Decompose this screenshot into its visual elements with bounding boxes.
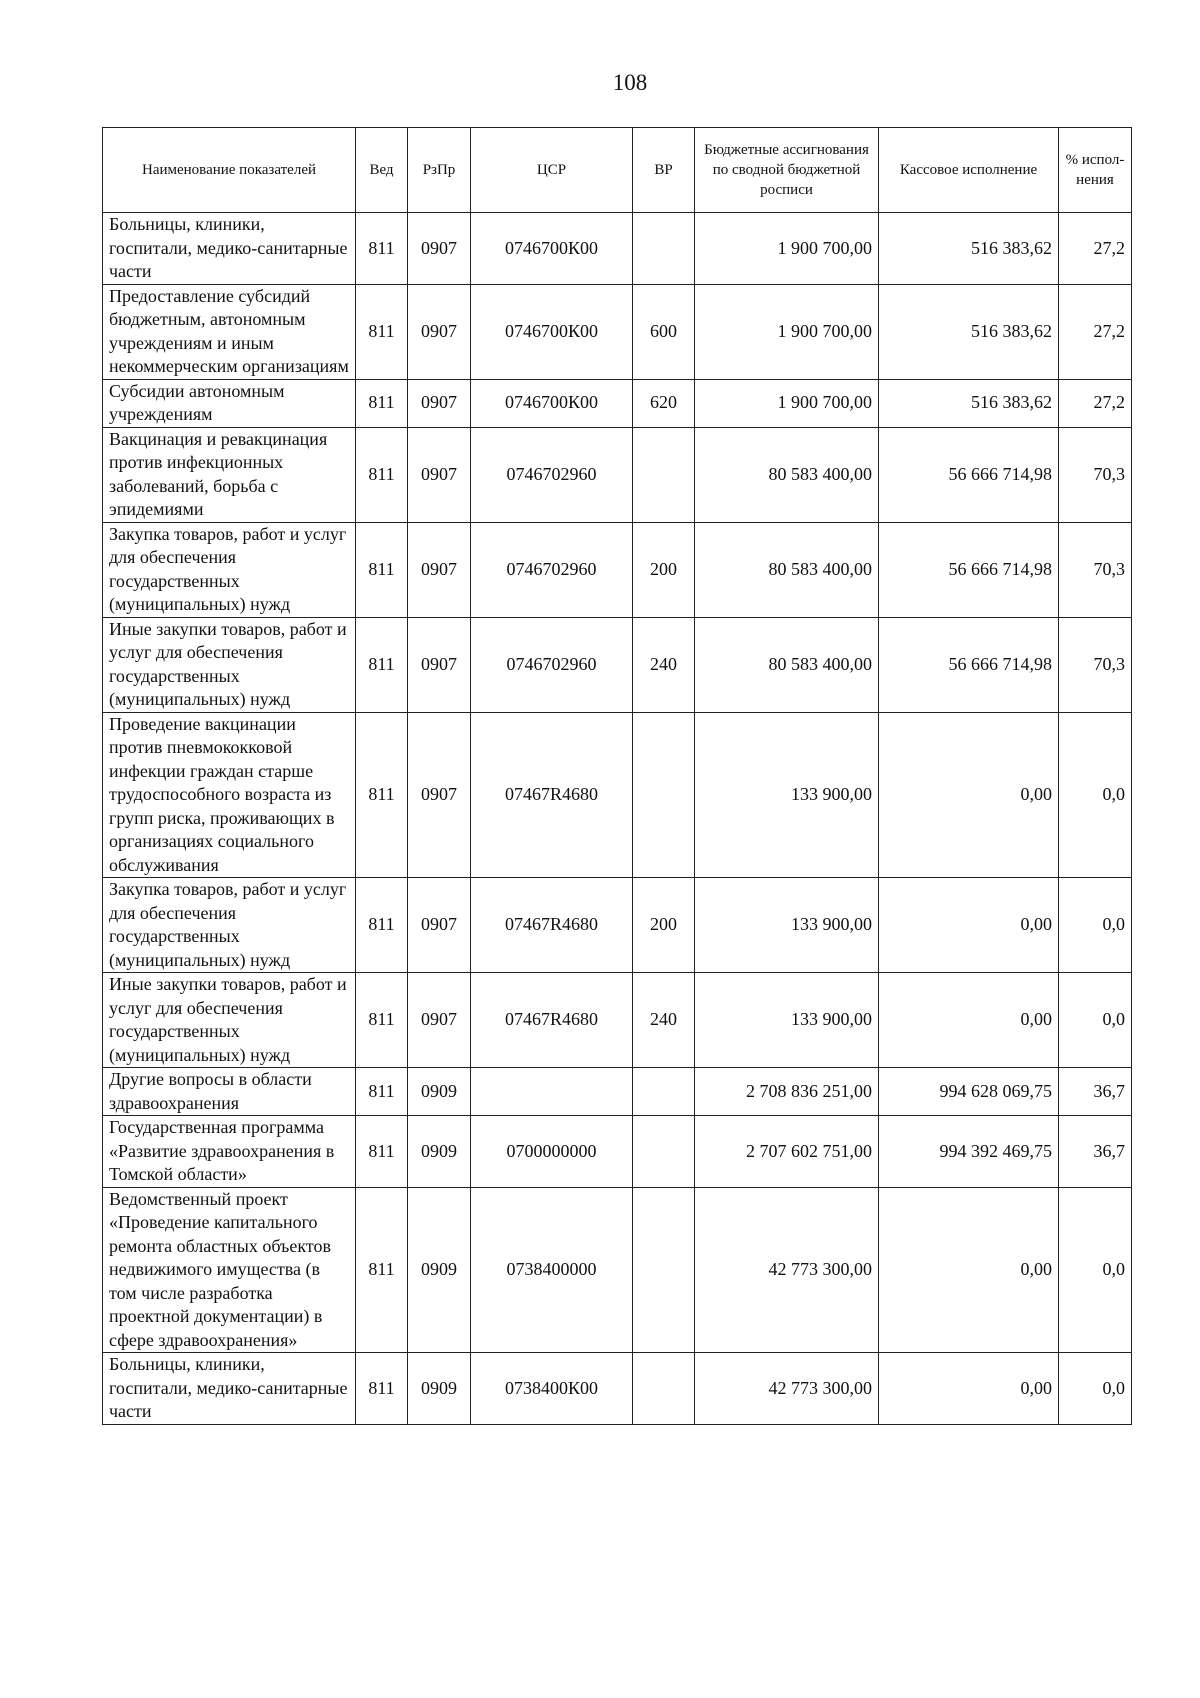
row-pct: 36,7 xyxy=(1059,1068,1132,1116)
row-ved: 811 xyxy=(356,1353,408,1425)
row-ved: 811 xyxy=(356,1116,408,1188)
row-name: Больницы, клиники, госпитали, медико-санитарные части xyxy=(103,213,356,285)
header-name: Наименование показателей xyxy=(103,128,356,213)
row-csr: 0700000000 xyxy=(471,1116,633,1188)
header-ved: Вед xyxy=(356,128,408,213)
row-csr: 07467R4680 xyxy=(471,878,633,973)
table-row xyxy=(103,427,1132,522)
row-csr: 0738400000 xyxy=(471,1187,633,1353)
row-budget: 2 708 836 251,00 xyxy=(695,1068,879,1116)
row-name: Закупка товаров, работ и услуг для обеспечения государственных (муниципальных) нужд xyxy=(103,878,356,973)
table-row xyxy=(103,284,1132,379)
row-ved: 811 xyxy=(356,1187,408,1353)
table-row xyxy=(103,712,1132,878)
row-pct: 0,0 xyxy=(1059,712,1132,878)
row-pct: 0,0 xyxy=(1059,878,1132,973)
row-name: Ведомственный проект «Проведение капитального ремонта областных объектов недвижимого имущества (в том числе разработка проектной документации) в сфере здравоохранения» xyxy=(103,1187,356,1353)
row-pct: 0,0 xyxy=(1059,1187,1132,1353)
row-vr: 620 xyxy=(633,379,695,427)
row-pct: 27,2 xyxy=(1059,379,1132,427)
row-budget: 133 900,00 xyxy=(695,973,879,1068)
table-row xyxy=(103,522,1132,617)
row-budget: 1 900 700,00 xyxy=(695,284,879,379)
row-name: Иные закупки товаров, работ и услуг для обеспечения государственных (муниципальных) нужд xyxy=(103,973,356,1068)
row-budget: 80 583 400,00 xyxy=(695,427,879,522)
table-row xyxy=(103,1116,1132,1188)
row-name: Больницы, клиники, госпитали, медико-санитарные части xyxy=(103,1353,356,1425)
row-cash: 56 666 714,98 xyxy=(879,617,1059,712)
row-vr xyxy=(633,213,695,285)
row-vr xyxy=(633,712,695,878)
row-rzpr: 0907 xyxy=(408,379,471,427)
row-vr xyxy=(633,1116,695,1188)
row-rzpr: 0909 xyxy=(408,1068,471,1116)
table-row xyxy=(103,973,1132,1068)
row-pct: 70,3 xyxy=(1059,522,1132,617)
row-name: Предоставление субсидий бюджетным, автономным учреждениям и иным некоммерческим организациям xyxy=(103,284,356,379)
row-budget: 42 773 300,00 xyxy=(695,1353,879,1425)
row-pct: 70,3 xyxy=(1059,617,1132,712)
row-vr: 600 xyxy=(633,284,695,379)
row-ved: 811 xyxy=(356,973,408,1068)
row-ved: 811 xyxy=(356,712,408,878)
row-name: Иные закупки товаров, работ и услуг для обеспечения государственных (муниципальных) нужд xyxy=(103,617,356,712)
row-pct: 27,2 xyxy=(1059,284,1132,379)
row-pct: 36,7 xyxy=(1059,1116,1132,1188)
header-budget: Бюджетные ассигнования по сводной бюджетной росписи xyxy=(695,128,879,213)
row-ved: 811 xyxy=(356,213,408,285)
row-vr xyxy=(633,1068,695,1116)
row-name: Проведение вакцинации против пневмококковой инфекции граждан старше трудоспособного возраста из групп риска, проживающих в организациях социального обслуживания xyxy=(103,712,356,878)
table-header-row xyxy=(103,128,1132,213)
table-row xyxy=(103,1353,1132,1425)
row-ved: 811 xyxy=(356,1068,408,1116)
row-budget: 80 583 400,00 xyxy=(695,522,879,617)
row-rzpr: 0907 xyxy=(408,712,471,878)
row-cash: 516 383,62 xyxy=(879,284,1059,379)
row-pct: 27,2 xyxy=(1059,213,1132,285)
row-budget: 1 900 700,00 xyxy=(695,213,879,285)
table-row xyxy=(103,1187,1132,1353)
header-vr: ВР xyxy=(633,128,695,213)
row-rzpr: 0907 xyxy=(408,284,471,379)
row-rzpr: 0909 xyxy=(408,1187,471,1353)
row-name: Закупка товаров, работ и услуг для обеспечения государственных (муниципальных) нужд xyxy=(103,522,356,617)
row-name: Вакцинация и ревакцинация против инфекционных заболеваний, борьба с эпидемиями xyxy=(103,427,356,522)
row-vr xyxy=(633,1353,695,1425)
row-cash: 0,00 xyxy=(879,973,1059,1068)
row-vr: 200 xyxy=(633,522,695,617)
table-row xyxy=(103,617,1132,712)
row-ved: 811 xyxy=(356,617,408,712)
row-budget: 133 900,00 xyxy=(695,712,879,878)
budget-execution-table xyxy=(102,127,1132,1425)
row-pct: 70,3 xyxy=(1059,427,1132,522)
row-vr xyxy=(633,427,695,522)
table-row xyxy=(103,213,1132,285)
row-csr: 0738400К00 xyxy=(471,1353,633,1425)
row-budget: 133 900,00 xyxy=(695,878,879,973)
row-csr: 0746700К00 xyxy=(471,213,633,285)
row-csr: 0746702960 xyxy=(471,617,633,712)
row-rzpr: 0907 xyxy=(408,617,471,712)
row-cash: 516 383,62 xyxy=(879,379,1059,427)
row-rzpr: 0907 xyxy=(408,973,471,1068)
row-name: Субсидии автономным учреждениям xyxy=(103,379,356,427)
row-cash: 0,00 xyxy=(879,1353,1059,1425)
row-cash: 56 666 714,98 xyxy=(879,427,1059,522)
row-cash: 0,00 xyxy=(879,878,1059,973)
row-rzpr: 0909 xyxy=(408,1116,471,1188)
row-ved: 811 xyxy=(356,379,408,427)
row-vr: 240 xyxy=(633,617,695,712)
row-ved: 811 xyxy=(356,522,408,617)
row-pct: 0,0 xyxy=(1059,973,1132,1068)
table-row xyxy=(103,1068,1132,1116)
row-rzpr: 0907 xyxy=(408,213,471,285)
page-number: 108 xyxy=(612,70,648,95)
row-pct: 0,0 xyxy=(1059,1353,1132,1425)
table-row xyxy=(103,878,1132,973)
row-csr: 07467R4680 xyxy=(471,973,633,1068)
row-cash: 994 628 069,75 xyxy=(879,1068,1059,1116)
row-csr: 07467R4680 xyxy=(471,712,633,878)
row-csr: 0746700К00 xyxy=(471,379,633,427)
row-budget: 80 583 400,00 xyxy=(695,617,879,712)
header-rzpr: РзПр xyxy=(408,128,471,213)
row-csr: 0746702960 xyxy=(471,427,633,522)
row-rzpr: 0907 xyxy=(408,878,471,973)
row-rzpr: 0907 xyxy=(408,522,471,617)
row-vr xyxy=(633,1187,695,1353)
row-cash: 994 392 469,75 xyxy=(879,1116,1059,1188)
row-rzpr: 0907 xyxy=(408,427,471,522)
row-rzpr: 0909 xyxy=(408,1353,471,1425)
row-vr: 240 xyxy=(633,973,695,1068)
row-vr: 200 xyxy=(633,878,695,973)
row-ved: 811 xyxy=(356,427,408,522)
row-name: Другие вопросы в области здравоохранения xyxy=(103,1068,356,1116)
row-cash: 56 666 714,98 xyxy=(879,522,1059,617)
header-pct: % испол-нения xyxy=(1059,128,1132,213)
row-budget: 42 773 300,00 xyxy=(695,1187,879,1353)
row-name: Государственная программа «Развитие здравоохранения в Томской области» xyxy=(103,1116,356,1188)
table-row xyxy=(103,379,1132,427)
row-csr: 0746702960 xyxy=(471,522,633,617)
row-csr xyxy=(471,1068,633,1116)
header-cash: Кассовое исполнение xyxy=(879,128,1059,213)
row-ved: 811 xyxy=(356,878,408,973)
row-cash: 0,00 xyxy=(879,1187,1059,1353)
header-csr: ЦСР xyxy=(471,128,633,213)
row-ved: 811 xyxy=(356,284,408,379)
row-cash: 0,00 xyxy=(879,712,1059,878)
row-csr: 0746700К00 xyxy=(471,284,633,379)
row-budget: 1 900 700,00 xyxy=(695,379,879,427)
row-budget: 2 707 602 751,00 xyxy=(695,1116,879,1188)
row-cash: 516 383,62 xyxy=(879,213,1059,285)
